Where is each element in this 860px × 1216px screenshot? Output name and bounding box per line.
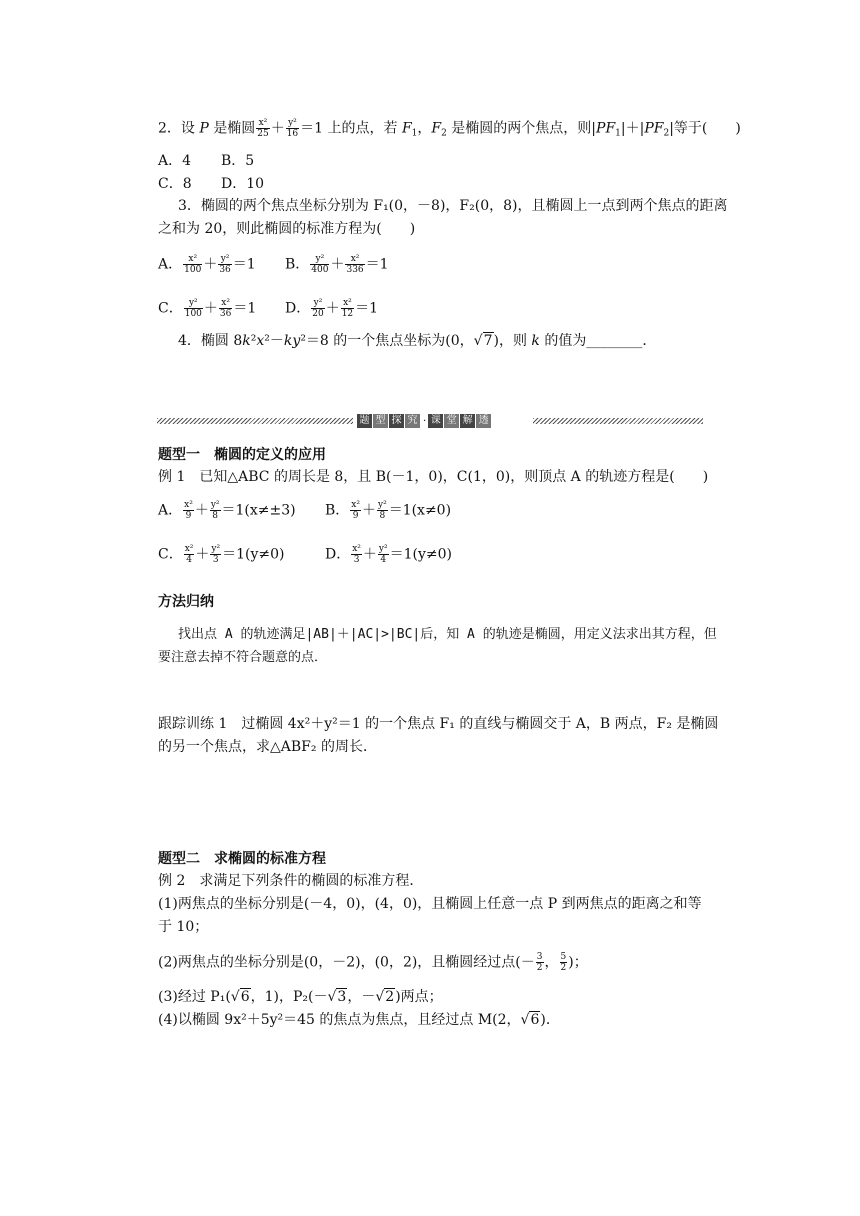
denominator: 8 [379,511,386,521]
q2-var-p: P [199,120,209,137]
denominator: 36 [219,309,232,319]
var-k: k [531,333,540,349]
condition-text: )． [540,1012,560,1028]
fraction [210,544,221,565]
option-label: D． [325,546,351,563]
q2-text: |＋| [620,120,645,137]
numerator: 5 [560,952,567,962]
equals-one: ＝1 [232,256,256,273]
fraction [560,952,568,973]
numerator: y² [378,544,388,554]
q2-option-b: B．5 [221,153,255,169]
fraction [341,298,354,319]
numerator: x² [256,118,269,129]
option-label: C． [158,300,183,317]
option-label: A． [158,502,183,519]
option-condition: ＝1(y≠0) [389,546,453,563]
denominator: 3 [212,555,219,565]
sqrt-radicand: 6 [530,1012,540,1028]
fraction [183,500,194,521]
numerator: y² [184,298,203,309]
ex1-option-d: D． $\frac{\text{x²}}{3}$ ＋ $\frac{\text{y²}}{4}$ ＝1(y≠0) [325,544,453,565]
option-label: D． [285,300,311,317]
denominator: 4 [186,555,192,565]
question-2: 2．设 P 是椭圆 $\frac{\text{x²}}{25}$ ＋ $\frac{\text{y²}}{16}$ ＝1 上的点，若 $F_1$，$F_2$ 是椭圆的两个焦点，则$|PF_1|+|PF_2|$等于( ) [158,118,741,139]
denominator: 100 [184,309,202,319]
option-condition: ＝1(y≠0) [222,546,285,563]
ex2-condition-2 [158,952,588,973]
fraction [219,298,232,319]
fraction [350,500,361,521]
numerator: 3 [536,952,543,962]
fraction [184,298,203,319]
numerator: x² [352,544,361,554]
q2-text: ＝1 上的点，若 [300,120,402,137]
fraction [184,544,195,565]
denominator: 100 [184,265,202,275]
var-x: x [256,333,265,349]
banner-tag: 透 [476,414,491,428]
var-pf: PF [596,120,616,137]
banner-tag: 究 [405,414,420,428]
numerator: x² [184,544,194,554]
condition-text: )两点； [395,989,443,1005]
equals-one: ＝1 [365,256,389,273]
q4-text: 4．椭圆 8 [178,333,243,349]
var-k: k [242,333,251,349]
q4-text: ²＝8 的一个焦点坐标为(0， [300,333,474,349]
ex1-option-a: A． $\frac{\text{x²}}{9}$ ＋ $\frac{\text{y²}}{8}$ ＝1(x≠±3) [158,500,296,521]
q2-option-d: D．10 [221,176,265,192]
equals-one: ＝1 [233,300,257,317]
fraction [218,254,231,275]
q2-text: |等于( ) [669,120,741,137]
banner-hatch-right [533,418,703,424]
denominator: 2 [560,963,567,973]
denominator: 9 [352,511,359,521]
fraction [345,254,364,275]
numerator: y² [210,500,220,510]
track-practice-1-line-1: 跟踪训练 1 过椭圆 4x²＋y²＝1 的一个焦点 F₁ 的直线与椭圆交于 A，B 两点，F₂ 是椭圆 [158,716,719,732]
denominator: 4 [380,555,387,565]
var-ky: ky [283,333,301,349]
track-practice-1-line-2: 的另一个焦点，求△ABF₂ 的周长． [158,739,377,755]
q4-text: 的值为________． [539,333,657,349]
banner-tag: 型 [373,414,388,428]
q3-line-2: 之和为 20，则此椭圆的标准方程为( ) [158,221,416,237]
denominator: 20 [312,309,324,319]
numerator: y² [311,298,324,309]
fraction [311,298,324,319]
section-banner [157,414,703,428]
option-condition: ＝1(x≠0) [388,502,452,519]
option-condition: ＝1(x≠±3) [221,502,296,519]
numerator: x² [184,500,193,510]
ex2-condition-1-line-2: 于 10； [158,919,209,935]
banner-tag: 课 [428,414,443,428]
numerator: x² [351,500,360,510]
condition-text: ，1)，P₂(－ [250,989,328,1005]
denominator: 12 [341,309,354,319]
fraction [378,544,389,565]
fraction [183,254,202,275]
fraction [286,118,299,139]
q2-option-a: A．4 [158,153,192,169]
banner-tag: 堂 [444,414,459,428]
plus: ＋ [270,120,285,137]
option-label: C． [158,546,183,563]
example-1: 例 1 已知△ABC 的周长是 8，且 B(－1，0)，C(1，0)，则顶点 A 的轨迹方程是( ) [158,469,709,485]
option-label: B． [325,502,350,519]
numerator: y² [211,544,221,554]
fraction [210,500,221,521]
condition-text: (3)经过 P₁( [158,989,231,1005]
condition-text: )； [568,954,588,971]
denominator: 36 [219,265,231,275]
option-label: A． [158,256,183,273]
q2-text: 是椭圆的两个焦点，则| [446,120,597,137]
denominator: 9 [185,511,192,521]
numerator: x² [345,254,364,265]
topic-2-title: 题型二 求椭圆的标准方程 [158,851,326,867]
denominator: 336 [346,265,364,275]
q2-text: 是椭圆 [208,120,256,137]
ex2-condition-1-line-1: (1)两焦点的坐标分别是(－4，0)，(4，0)，且椭圆上任意一点 P 到两焦点的距离之和等 [158,896,702,912]
q3-option-a: A． $\frac{\text{x²}}{100}$ ＋ $\frac{\text{y²}}{36}$ ＝1 [158,254,256,275]
denominator: 16 [286,129,299,139]
q3-option-b: B． $\frac{\text{y²}}{400}$ ＋ $\frac{\text{x²}}{336}$ ＝1 [285,254,389,275]
numerator: x² [183,254,202,265]
equals-one: ＝1 [355,300,379,317]
denominator: 3 [353,555,360,565]
numerator: x² [341,298,354,309]
denominator: 25 [257,129,269,139]
banner-tags [357,414,492,428]
condition-text: ，－ [347,989,376,1005]
var-pf: PF [644,120,664,137]
method-summary-title: 方法归纳 [158,594,214,610]
q2-option-c: C．8 [158,176,192,192]
sqrt-radicand: 2 [385,989,395,1005]
fraction [536,952,544,973]
fraction [377,500,388,521]
var-f: F [431,120,442,137]
var-f: F [401,120,412,137]
q4-text: )，则 [493,333,532,349]
q3-option-d: D． $\frac{\text{y²}}{20}$ ＋ $\frac{\text{x²}}{12}$ ＝1 [285,298,379,319]
fraction [310,254,329,275]
denominator: 8 [212,511,219,521]
method-summary-line-2: 要注意去掉不符合题意的点． [158,650,328,665]
option-label: B． [285,256,310,273]
separator: ， [544,954,559,971]
banner-tag: 探 [389,414,404,428]
q3-line-1: 3．椭圆的两个焦点坐标分别为 F₁(0，－8)，F₂(0，8)，且椭圆上一点到两个焦点的距离 [178,198,728,214]
question-4: 4．椭圆 8k²x²－ky²＝8 的一个焦点坐标为(0，√7)，则 k 的值为________． [178,333,657,349]
condition-text: (4)以椭圆 9x²＋5y²＝45 的焦点为焦点，且经过点 M(2， [158,1012,521,1028]
q2-text: 2．设 [158,120,200,137]
numerator: y² [286,118,299,129]
denominator: 400 [311,265,329,275]
q4-text: ²－ [264,333,284,349]
numerator: y² [377,500,387,510]
condition-text: (2)两焦点的坐标分别是(0，－2)，(0，2)，且椭圆经过点(－ [158,954,535,971]
topic-1-title: 题型一 椭圆的定义的应用 [158,447,326,463]
banner-hatch-left [157,418,353,424]
banner-tag: 解 [460,414,475,428]
ex1-option-b: B． $\frac{\text{x²}}{9}$ ＋ $\frac{\text{y²}}{8}$ ＝1(x≠0) [325,500,452,521]
denominator: 2 [536,963,543,973]
numerator: x² [219,298,232,309]
ex2-condition-4: (4)以椭圆 9x²＋5y²＝45 的焦点为焦点，且经过点 M(2，√6)． [158,1012,560,1028]
sqrt-radicand: 6 [240,989,250,1005]
ex1-option-c: C． $\frac{\text{x²}}{4}$ ＋ $\frac{\text{y²}}{3}$ ＝1(y≠0) [158,544,285,565]
q4-text: ² [250,333,257,349]
sqrt-radicand: 7 [483,333,493,349]
fraction [256,118,269,139]
banner-tag: 题 [357,414,372,428]
numerator: y² [218,254,231,265]
method-summary-line-1: 找出点 A 的轨迹满足|AB|＋|AC|>|BC|后，知 A 的轨迹是椭圆，用定义法求出其方程，但 [178,627,717,642]
example-2: 例 2 求满足下列条件的椭圆的标准方程． [158,873,424,889]
q3-option-c: C． $\frac{\text{y²}}{100}$ ＋ $\frac{\text{x²}}{36}$ ＝1 [158,298,257,319]
fraction [351,544,362,565]
ex2-condition-3: (3)经过 P₁(√6，1)，P₂(－√3，－√2)两点； [158,989,443,1005]
numerator: y² [310,254,329,265]
banner-dot: · [423,415,427,427]
sqrt-radicand: 3 [337,989,347,1005]
q2-text: ， [417,120,432,137]
